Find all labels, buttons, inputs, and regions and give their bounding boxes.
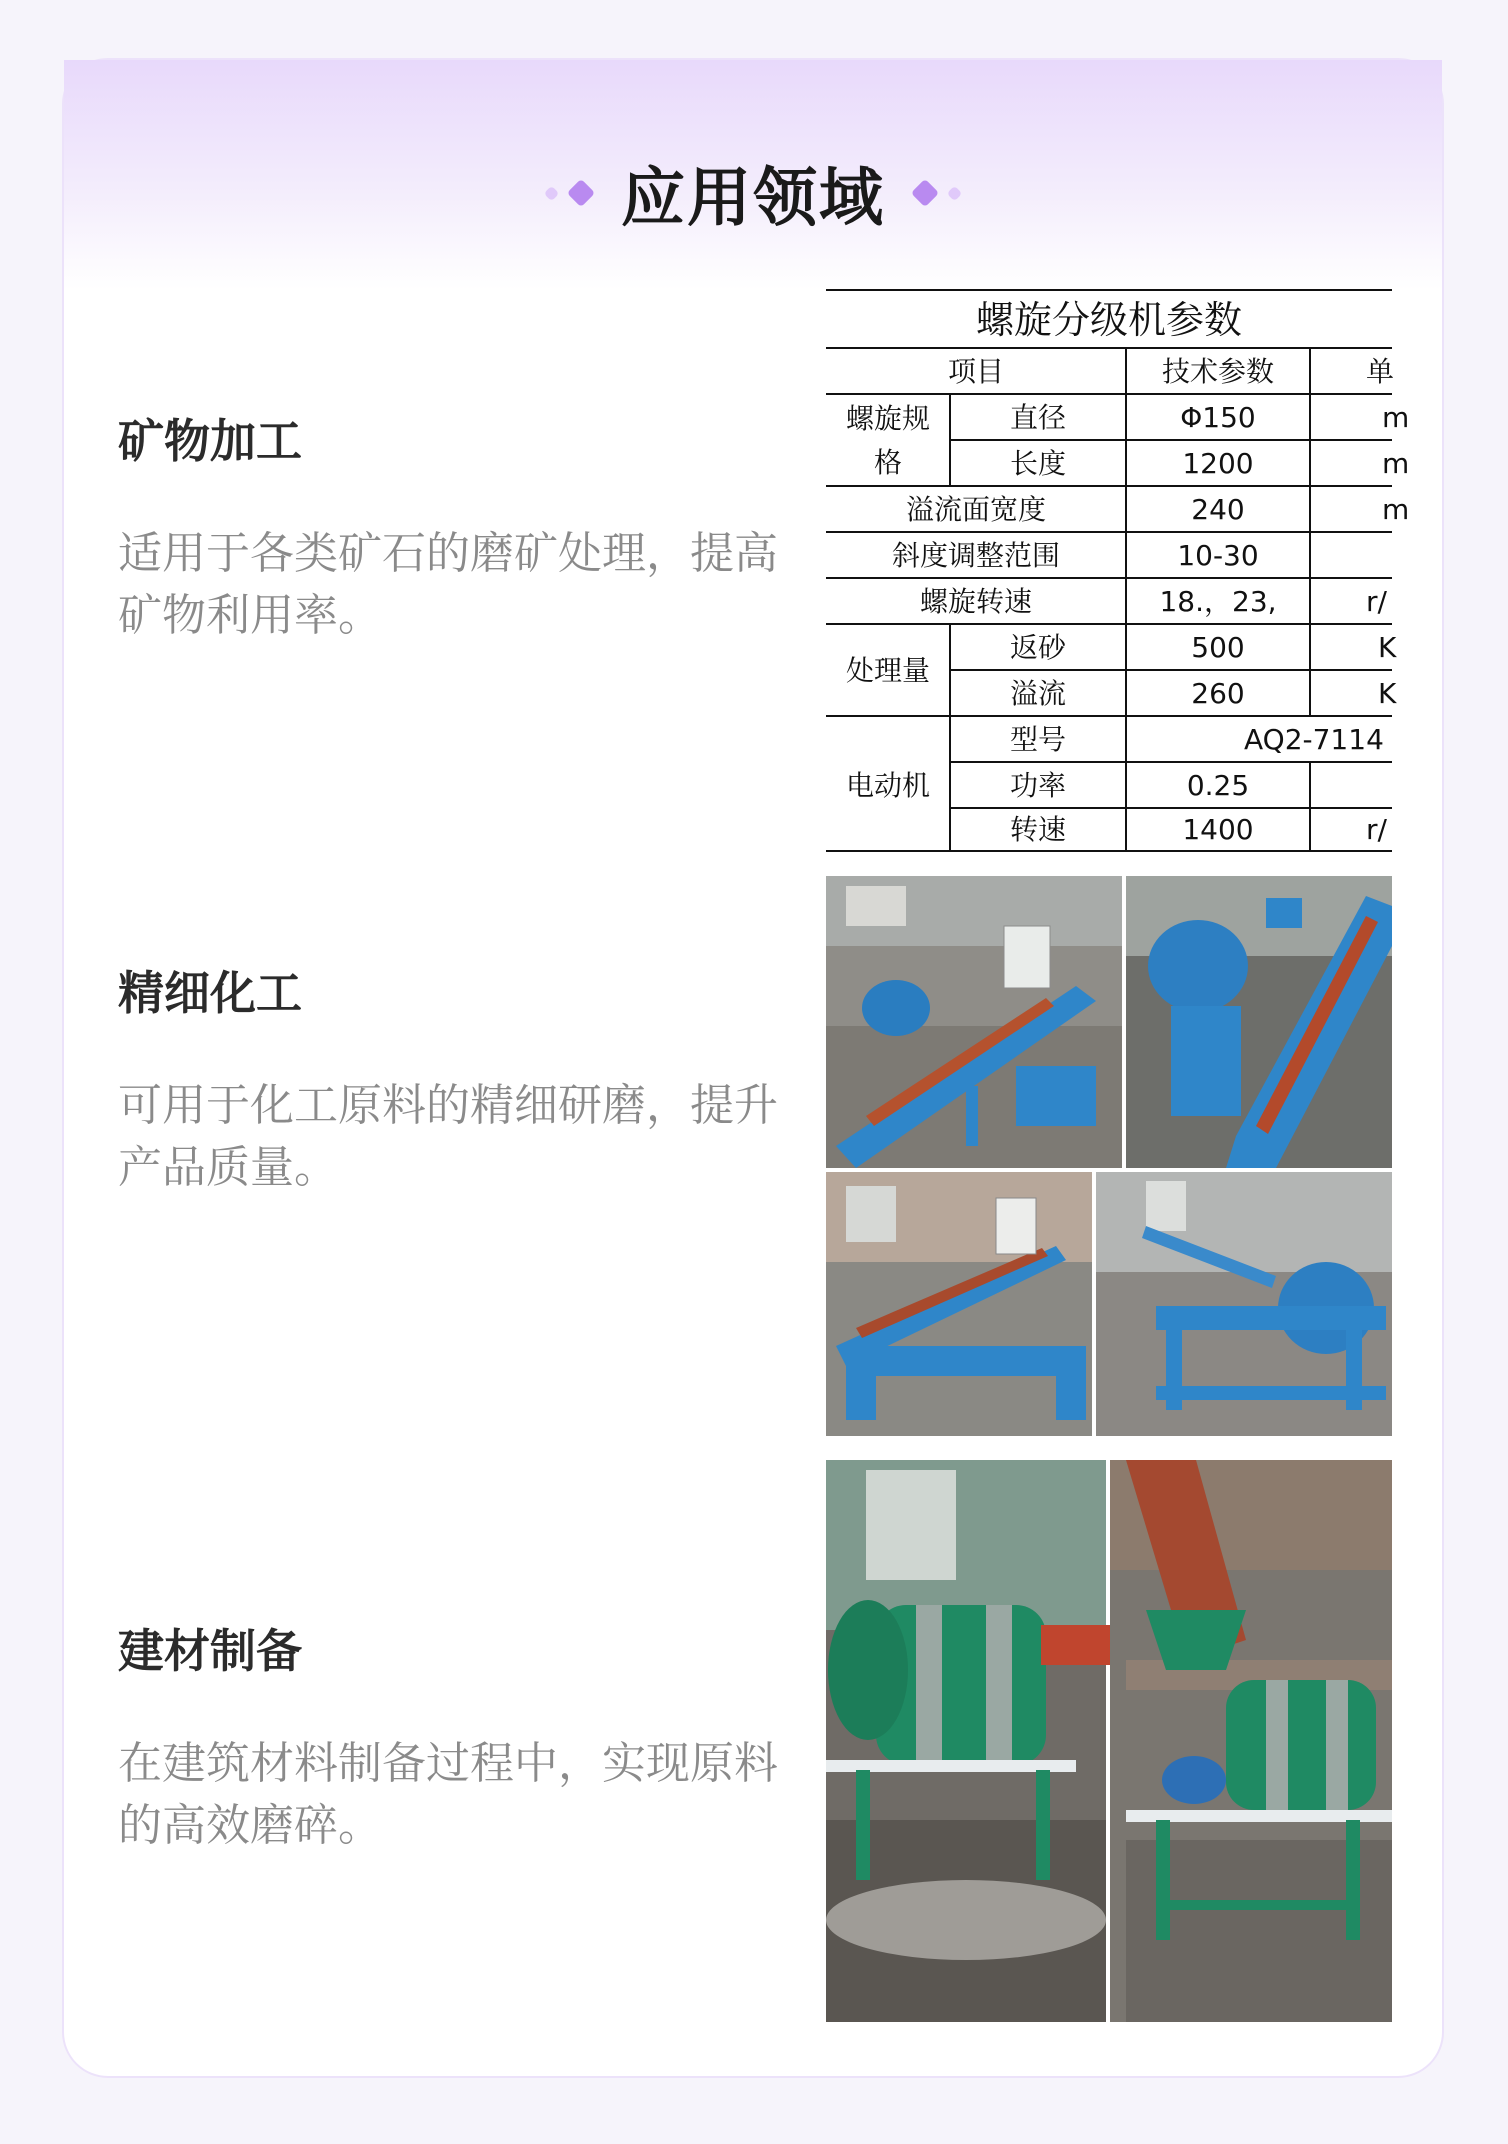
diamond-icon — [544, 185, 560, 201]
group-capacity-label: 处理量 — [845, 654, 931, 687]
length-unit: m — [1382, 447, 1410, 480]
photo-panel — [826, 1460, 1121, 2022]
return-sand-value: 500 — [1191, 631, 1245, 664]
spec-table-image — [826, 290, 1410, 852]
blue-machine-photo-collage — [826, 876, 1392, 1436]
title-decoration-left — [546, 183, 591, 203]
title-decoration-right — [915, 183, 960, 203]
photo-panel — [1096, 1172, 1392, 1436]
section-fine-chemical — [118, 957, 858, 1199]
photo-panel — [1110, 1460, 1392, 2022]
overflow-label: 溢流 — [1009, 677, 1067, 710]
diameter-value: Φ150 — [1180, 401, 1256, 434]
spec-table — [826, 290, 1410, 852]
section-title: 矿物加工 — [118, 414, 302, 468]
slope-label: 斜度调整范围 — [891, 539, 1061, 572]
overflow-value: 260 — [1191, 677, 1245, 710]
green-machine-photos — [826, 1460, 1392, 2022]
photo-panel — [826, 876, 1122, 1168]
head-param: 技术参数 — [1161, 355, 1275, 388]
diamond-icon — [947, 185, 963, 201]
application-card — [62, 58, 1444, 2078]
group-spiral-label-2: 格 — [873, 446, 903, 479]
group-motor-label: 电动机 — [845, 769, 931, 802]
title-row — [64, 138, 1442, 248]
diamond-icon — [911, 179, 939, 207]
diamond-icon — [567, 179, 595, 207]
rpm-label: 转速 — [1009, 813, 1067, 846]
photo-panel — [1126, 876, 1392, 1168]
diameter-unit: m — [1382, 401, 1410, 434]
diameter-label: 直径 — [1009, 401, 1067, 434]
speed-label: 螺旋转速 — [919, 585, 1033, 618]
section-description: 可用于化工原料的精细研磨，提升产品质量。 — [118, 1080, 778, 1193]
speed-unit: r/ — [1366, 585, 1387, 618]
spec-title: 螺旋分级机参数 — [975, 298, 1243, 342]
head-unit: 单 — [1366, 355, 1395, 388]
power-value: 0.25 — [1186, 769, 1250, 802]
overflow-width-unit: m — [1382, 493, 1410, 526]
rpm-value: 1400 — [1182, 813, 1254, 846]
slope-value: 10-30 — [1177, 539, 1259, 572]
speed-value: 18.，23, — [1159, 585, 1277, 618]
overflow-width-value: 240 — [1191, 493, 1245, 526]
section-description: 在建筑材料制备过程中，实现原料的高效磨碎。 — [118, 1738, 778, 1851]
model-label: 型号 — [1009, 723, 1067, 756]
head-item: 项目 — [947, 355, 1005, 388]
section-building-materials — [118, 1615, 858, 1857]
group-spiral-label-1: 螺旋规 — [845, 402, 931, 435]
section-title: 精细化工 — [118, 966, 302, 1020]
overflow-width-label: 溢流面宽度 — [905, 493, 1047, 526]
power-label: 功率 — [1009, 769, 1067, 802]
return-sand-label: 返砂 — [1009, 631, 1067, 664]
section-title: 建材制备 — [118, 1624, 302, 1678]
section-description: 适用于各类矿石的磨矿处理，提高矿物利用率。 — [118, 528, 778, 641]
length-label: 长度 — [1009, 447, 1067, 480]
green-machine-photo-collage — [826, 1460, 1392, 2022]
photo-panel — [826, 1172, 1092, 1436]
page-title: 应用领域 — [621, 162, 885, 236]
rpm-unit: r/ — [1366, 813, 1387, 846]
return-sand-unit: K — [1378, 631, 1397, 664]
overflow-unit: K — [1378, 677, 1397, 710]
model-value: AQ2-7114 — [1244, 723, 1384, 756]
blue-machine-photos — [826, 876, 1392, 1436]
section-mineral-processing — [118, 405, 858, 647]
length-value: 1200 — [1182, 447, 1254, 480]
